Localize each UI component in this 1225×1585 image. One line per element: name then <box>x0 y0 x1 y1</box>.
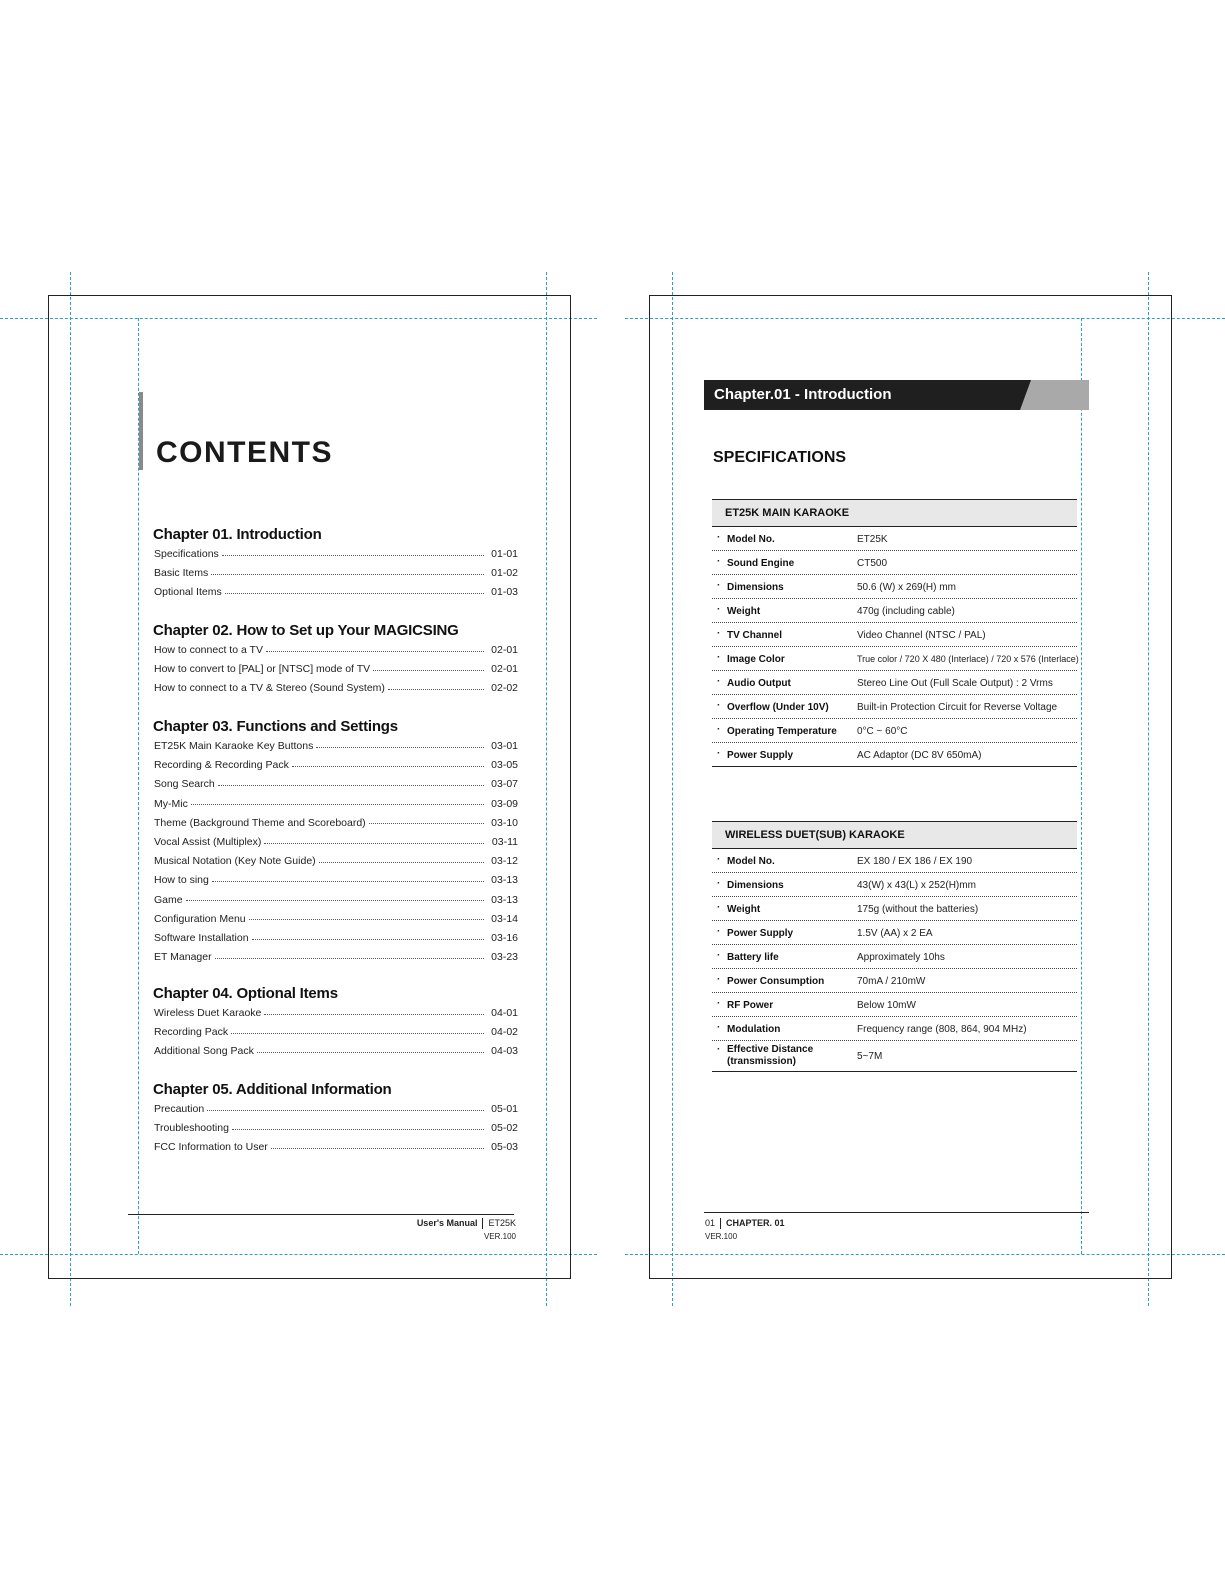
spec-label: Modulation <box>727 1024 781 1035</box>
toc-entry[interactable] <box>154 1139 518 1155</box>
spec-row <box>712 575 1077 599</box>
toc-entry-page: 03-16 <box>491 932 518 944</box>
toc-dot-leader <box>373 670 484 671</box>
left-footer-rule <box>128 1214 514 1215</box>
bullet-dot-icon: · <box>717 748 721 759</box>
toc-chapter-heading: Chapter 04. Optional Items <box>153 985 338 1002</box>
spec-label: Image Color <box>727 654 785 665</box>
bullet-dot-icon: · <box>717 1022 721 1033</box>
bullet-dot-icon: · <box>717 628 721 639</box>
spec-value: Video Channel (NTSC / PAL) <box>857 630 986 641</box>
bullet-dot-icon: · <box>717 998 721 1009</box>
spec-row <box>712 695 1077 719</box>
bullet-dot-icon: · <box>717 556 721 567</box>
toc-entry-label: Additional Song Pack <box>154 1045 254 1058</box>
spec-label: RF Power <box>727 1000 774 1011</box>
spec-value: EX 180 / EX 186 / EX 190 <box>857 856 973 867</box>
toc-entry[interactable] <box>154 642 518 658</box>
toc-entry[interactable] <box>154 796 518 812</box>
toc-entry-label: Troubleshooting <box>154 1122 229 1135</box>
spec-value: Frequency range (808, 864, 904 MHz) <box>857 1024 1027 1035</box>
toc-dot-leader <box>316 747 484 748</box>
spec-table-title: WIRELESS DUET(SUB) KARAOKE <box>725 829 905 841</box>
spec-table-header <box>712 499 1077 527</box>
spec-row <box>712 647 1077 671</box>
toc-dot-leader <box>215 958 484 959</box>
toc-dot-leader <box>369 823 484 824</box>
toc-dot-leader <box>225 593 484 594</box>
toc-dot-leader <box>388 689 484 690</box>
spec-value: Approximately 10hs <box>857 952 945 963</box>
toc-entry-page: 05-02 <box>491 1122 518 1135</box>
toc-entry-page: 03-07 <box>491 778 518 791</box>
spec-table-header <box>712 821 1077 849</box>
toc-chapter-heading: Chapter 05. Additional Information <box>153 1081 392 1098</box>
bullet-dot-icon: · <box>717 926 721 937</box>
bullet-dot-icon: · <box>717 580 721 591</box>
toc-entry-label: Optional Items <box>154 586 222 599</box>
spec-value: Built-in Protection Circuit for Reverse Voltage <box>857 702 1058 713</box>
toc-dot-leader <box>231 1033 484 1034</box>
toc-entry[interactable] <box>154 776 518 792</box>
bullet-dot-icon: · <box>717 676 721 687</box>
contents-accent-bar <box>139 392 143 470</box>
footer-page-number: 01 <box>705 1218 716 1228</box>
toc-entry-label: My-Mic <box>154 797 188 810</box>
spec-row <box>712 623 1077 647</box>
bullet-dot-icon: · <box>717 878 721 889</box>
toc-dot-leader <box>271 1148 484 1149</box>
right-footer-rule <box>704 1212 1089 1213</box>
spec-label: Power Consumption <box>727 976 825 987</box>
spec-label: Model No. <box>727 856 775 867</box>
toc-chapter-heading: Chapter 02. How to Set up Your MAGICSING <box>153 622 459 639</box>
spec-value: 50.6 (W) x 269(H) mm <box>857 582 956 593</box>
toc-dot-leader <box>207 1110 484 1111</box>
toc-entry-page: 03-13 <box>491 893 518 906</box>
spec-label: Audio Output <box>727 678 791 689</box>
toc-dot-leader <box>186 900 484 901</box>
toc-entry-label: Wireless Duet Karaoke <box>154 1007 262 1019</box>
toc-entry-page: 01-01 <box>491 548 518 560</box>
toc-entry-label: How to sing <box>154 874 209 887</box>
toc-chapter-heading: Chapter 03. Functions and Settings <box>153 718 398 735</box>
bullet-dot-icon: · <box>717 974 721 985</box>
toc-entry[interactable] <box>154 872 518 888</box>
toc-entry-page: 02-02 <box>491 682 518 695</box>
toc-entry-label: Precaution <box>154 1103 205 1115</box>
spec-value: Stereo Line Out (Full Scale Output) : 2 Vrms <box>857 678 1053 689</box>
spec-value: 470g (including cable) <box>857 606 955 617</box>
spec-value: 0°C ~ 60°C <box>857 726 908 737</box>
toc-dot-leader <box>257 1052 484 1053</box>
toc-entry-page: 03-10 <box>491 816 518 829</box>
toc-entry-label: How to connect to a TV & Stereo (Sound System) <box>154 682 385 695</box>
toc-entry-label: Specifications <box>154 548 219 560</box>
spec-label: Power Supply <box>727 928 794 939</box>
toc-entry[interactable] <box>154 949 518 965</box>
right-footer-version: VER.100 <box>705 1232 738 1241</box>
toc-entry[interactable] <box>154 757 518 773</box>
toc-dot-leader <box>264 1014 484 1015</box>
spec-value: True color / 720 X 480 (Interlace) / 720 x 576 (Interlace) <box>857 654 1079 664</box>
spec-row <box>712 1017 1077 1041</box>
toc-entry[interactable] <box>154 1101 518 1117</box>
toc-entry[interactable] <box>154 834 518 850</box>
spec-row <box>712 969 1077 993</box>
footer-divider <box>482 1218 483 1229</box>
toc-dot-leader <box>264 843 484 844</box>
toc-entry[interactable] <box>154 853 518 869</box>
toc-dot-leader <box>218 785 484 786</box>
toc-dot-leader <box>232 1129 484 1130</box>
toc-entry-page: 04-03 <box>491 1045 518 1058</box>
toc-entry-label: Song Search <box>154 778 215 791</box>
toc-entry-page: 03-23 <box>491 951 518 964</box>
footer-chapter-label: CHAPTER. 01 <box>726 1218 785 1228</box>
toc-entry[interactable] <box>154 565 518 581</box>
bullet-dot-icon: · <box>717 604 721 615</box>
contents-title: CONTENTS <box>156 436 333 469</box>
spec-row <box>712 671 1077 695</box>
spec-row <box>712 743 1077 767</box>
toc-entry-label: FCC Information to User <box>154 1141 268 1154</box>
toc-entry-page: 02-01 <box>491 663 518 676</box>
toc-entry-page: 03-13 <box>491 874 518 887</box>
toc-dot-leader <box>211 574 484 575</box>
spec-label: Dimensions <box>727 880 784 891</box>
spec-row <box>712 873 1077 897</box>
spec-label: Model No. <box>727 534 775 545</box>
spec-value: ET25K <box>857 534 888 545</box>
spec-row <box>712 945 1077 969</box>
spec-value: 5~7M <box>857 1051 883 1062</box>
toc-entry-label: Game <box>154 893 183 906</box>
toc-entry-page: 03-01 <box>491 740 518 752</box>
spec-value: 175g (without the batteries) <box>857 904 979 915</box>
left-footer <box>417 1218 516 1229</box>
toc-entry[interactable] <box>154 1005 518 1021</box>
toc-entry[interactable] <box>154 1024 518 1040</box>
bullet-dot-icon: · <box>717 854 721 865</box>
spec-value: 70mA / 210mW <box>857 976 926 987</box>
toc-entry[interactable] <box>154 584 518 600</box>
toc-entry-page: 01-02 <box>491 567 518 580</box>
bullet-dot-icon: · <box>717 700 721 711</box>
toc-entry-page: 02-01 <box>491 644 518 656</box>
toc-entry-label: Theme (Background Theme and Scoreboard) <box>154 816 366 829</box>
chapter-banner-title: Chapter.01 - Introduction <box>714 386 892 403</box>
toc-entry[interactable] <box>154 680 518 696</box>
spec-value: CT500 <box>857 558 888 569</box>
left-footer-version: VER.100 <box>483 1232 516 1241</box>
bullet-dot-icon: · <box>717 1044 721 1055</box>
spec-row <box>712 1041 1077 1072</box>
toc-dot-leader <box>266 651 484 652</box>
footer-divider <box>720 1218 721 1229</box>
footer-model: ET25K <box>488 1218 516 1228</box>
toc-dot-leader <box>222 555 484 556</box>
toc-entry-label: Basic Items <box>154 567 209 580</box>
toc-entry[interactable] <box>154 1043 518 1059</box>
toc-entry-label: Software Installation <box>154 932 249 944</box>
toc-entry-label: Configuration Menu <box>154 912 246 925</box>
toc-entry-page: 03-14 <box>491 912 518 925</box>
toc-dot-leader <box>319 862 484 863</box>
toc-entry-page: 05-03 <box>491 1141 518 1154</box>
spec-value: 43(W) x 43(L) x 252(H)mm <box>857 880 976 891</box>
spec-label: Effective Distance (transmission) <box>727 1044 814 1067</box>
spec-label: Battery life <box>727 952 779 963</box>
spec-row <box>712 719 1077 743</box>
toc-dot-leader <box>212 881 484 882</box>
spec-label: TV Channel <box>727 630 783 641</box>
toc-entry-page: 04-01 <box>491 1007 518 1019</box>
spec-row <box>712 897 1077 921</box>
spec-label: Power Supply <box>727 750 794 761</box>
chapter-banner <box>704 380 1089 410</box>
spec-label: Dimensions <box>727 582 784 593</box>
toc-entry-page: 04-02 <box>491 1026 518 1039</box>
spec-label: Operating Temperature <box>727 726 837 737</box>
toc-entry[interactable] <box>154 661 518 677</box>
spec-label: Weight <box>727 904 761 915</box>
spec-label: Sound Engine <box>727 558 795 569</box>
toc-entry[interactable] <box>154 930 518 946</box>
spec-value: AC Adaptor (DC 8V 650mA) <box>857 750 982 761</box>
bullet-dot-icon: · <box>717 902 721 913</box>
toc-entry[interactable] <box>154 546 518 562</box>
toc-entry-page: 03-12 <box>491 855 518 868</box>
spec-label: Weight <box>727 606 761 617</box>
toc-entry-page: 03-05 <box>491 759 518 772</box>
toc-dot-leader <box>249 919 484 920</box>
spec-row <box>712 527 1077 551</box>
toc-entry-label: How to connect to a TV <box>154 644 263 656</box>
specifications-heading: SPECIFICATIONS <box>713 449 847 466</box>
bullet-dot-icon: · <box>717 652 721 663</box>
spec-value: Below 10mW <box>857 1000 916 1011</box>
spec-row <box>712 921 1077 945</box>
spec-row <box>712 599 1077 623</box>
toc-entry[interactable] <box>154 738 518 754</box>
toc-dot-leader <box>191 804 484 805</box>
toc-entry-page: 05-01 <box>491 1103 518 1115</box>
bullet-dot-icon: · <box>717 532 721 543</box>
toc-entry-label: Vocal Assist (Multiplex) <box>154 836 262 848</box>
toc-entry[interactable] <box>154 1120 518 1136</box>
spec-row <box>712 551 1077 575</box>
toc-dot-leader <box>252 939 484 940</box>
spec-label: Overflow (Under 10V) <box>727 702 829 713</box>
spec-value: 1.5V (AA) x 2 EA <box>857 928 933 939</box>
spec-row <box>712 849 1077 873</box>
footer-manual-label: User's Manual <box>416 1218 478 1228</box>
toc-entry-label: ET25K Main Karaoke Key Buttons <box>154 740 314 752</box>
toc-entry-label: Recording Pack <box>154 1026 229 1039</box>
toc-entry-label: How to convert to [PAL] or [NTSC] mode of TV <box>154 663 371 676</box>
toc-entry-page: 03-11 <box>491 836 518 848</box>
toc-entry[interactable] <box>154 911 518 927</box>
toc-entry[interactable] <box>154 892 518 908</box>
bullet-dot-icon: · <box>717 950 721 961</box>
toc-dot-leader <box>292 766 484 767</box>
right-footer <box>705 1218 785 1229</box>
toc-entry-label: Recording & Recording Pack <box>154 759 289 772</box>
toc-entry-page: 01-03 <box>491 586 518 599</box>
toc-entry-label: Musical Notation (Key Note Guide) <box>154 855 316 868</box>
right-page-frame <box>649 295 1172 1279</box>
toc-entry-page: 03-09 <box>491 797 518 810</box>
toc-chapter-heading: Chapter 01. Introduction <box>153 526 322 543</box>
bullet-dot-icon: · <box>717 724 721 735</box>
toc-entry[interactable] <box>154 815 518 831</box>
toc-entry-label: ET Manager <box>154 951 212 964</box>
spec-table-title: ET25K MAIN KARAOKE <box>725 507 850 519</box>
spec-row <box>712 993 1077 1017</box>
